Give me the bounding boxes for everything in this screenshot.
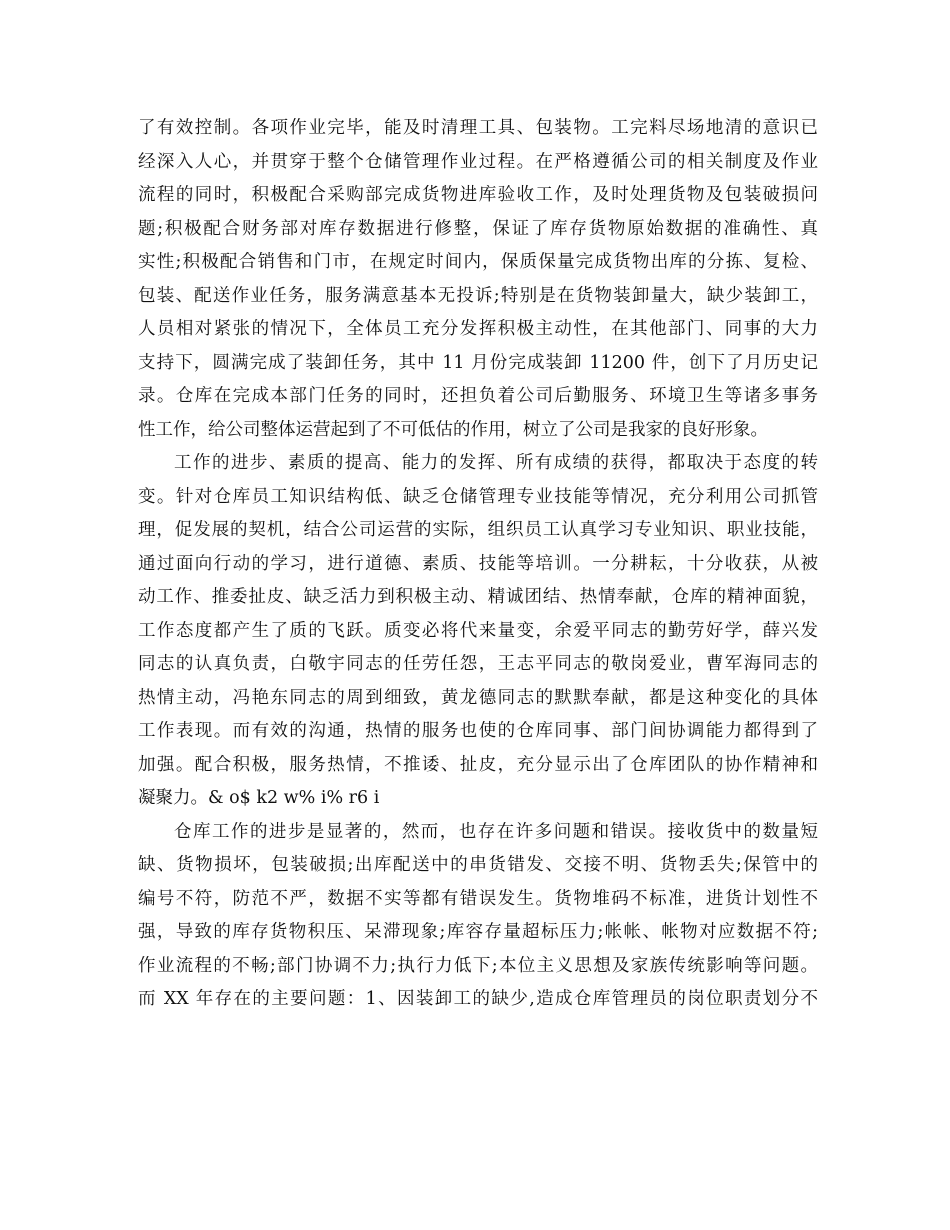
text-line: 作业流程的不畅;部门协调不力;执行力低下;本位主义思想及家族传统影响等问题。 bbox=[138, 955, 818, 976]
paragraph-warehouse-control bbox=[138, 112, 818, 447]
text-line: 工作的进步、素质的提高、能力的发挥、所有成绩的获得，都取决于态度的转 bbox=[174, 453, 818, 473]
text-line: 流程的同时，积极配合采购部完成货物进库验收工作，及时处理货物及包装破损问 bbox=[138, 185, 818, 205]
text-line: 性工作，给公司整体运营起到了不可低估的作用，树立了公司是我家的良好形象。 bbox=[138, 419, 768, 440]
text-line: 支持下，圆满完成了装卸任务，其中 11 月份完成装卸 11200 件，创下了月历史记 bbox=[138, 352, 818, 373]
text-line: 动工作、推委扯皮、缺乏活力到积极主动、精诚团结、热情奉献，仓库的精神面貌， bbox=[138, 587, 818, 607]
text-line: 通过面向行动的学习，进行道德、素质、技能等培训。一分耕耘，十分收获，从被 bbox=[138, 553, 818, 574]
text-line: 经深入人心，并贯穿于整个仓储管理作业过程。在严格遵循公司的相关制度及作业 bbox=[138, 151, 818, 172]
text-line: 了有效控制。各项作业完毕，能及时清理工具、包装物。工完料尽场地清的意识已 bbox=[138, 118, 818, 138]
text-line: 编号不符，防范不严，数据不实等都有错误发生。货物堆码不标准，进货计划性不 bbox=[138, 888, 818, 909]
text-line: 录。仓库在完成本部门任务的同时，还担负着公司后勤服务、环境卫生等诸多事务 bbox=[138, 386, 818, 406]
text-line: 同志的认真负责，白敬宇同志的任劳任怨，王志平同志的敬岗爱业，曹军海同志的 bbox=[138, 654, 818, 674]
document-body bbox=[138, 112, 818, 1017]
text-line: 题;积极配合财务部对库存数据进行修整，保证了库存货物原始数据的准确性、真 bbox=[138, 218, 818, 239]
text-line: 包装、配送作业任务，服务满意基本无投诉;特别是在货物装卸量大，缺少装卸工， bbox=[138, 285, 818, 306]
paragraph-problems bbox=[138, 816, 818, 1017]
text-line: 缺、货物损坏，包装破损;出库配送中的串货错发、交接不明、货物丢失;保管中的 bbox=[138, 855, 818, 875]
text-line: 仓库工作的进步是显著的，然而，也存在许多问题和错误。接收货中的数量短 bbox=[174, 821, 818, 842]
text-line: 人员相对紧张的情况下，全体员工充分发挥积极主动性，在其他部门、同事的大力 bbox=[138, 319, 818, 339]
text-line: 工作态度都产生了质的飞跃。质变必将代来量变，余爱平同志的勤劳好学，薛兴发 bbox=[138, 620, 818, 641]
text-line: 理，促发展的契机，结合公司运营的实际，组织员工认真学习专业知识、职业技能， bbox=[138, 520, 818, 540]
text-line: 强，导致的库存货物积压、呆滞现象;库容存量超标压力;帐帐、帐物对应数据不符; bbox=[138, 922, 818, 942]
text-line: 工作表现。而有效的沟通，热情的服务也使的仓库同事、部门间协调能力都得到了 bbox=[138, 721, 818, 741]
text-line: 加强。配合积极，服务热情，不推诿、扯皮，充分显示出了仓库团队的协作精神和 bbox=[138, 754, 818, 775]
text-line: 实性;积极配合销售和门市，在规定时间内，保质保量完成货物出库的分拣、复检、 bbox=[138, 252, 818, 272]
text-line: 凝聚力。& o$ k2 w% i% r6 i bbox=[138, 788, 380, 808]
text-line: 变。针对仓库员工知识结构低、缺乏仓储管理专业技能等情况，充分利用公司抓管 bbox=[138, 486, 818, 507]
paragraph-attitude-change bbox=[138, 447, 818, 816]
text-line: 而 XX 年存在的主要问题：1、因装卸工的缺少,造成仓库管理员的岗位职责划分不 bbox=[138, 989, 818, 1009]
text-line: 热情主动，冯艳东同志的周到细致，黄龙德同志的默默奉献，都是这种变化的具体 bbox=[138, 687, 818, 708]
